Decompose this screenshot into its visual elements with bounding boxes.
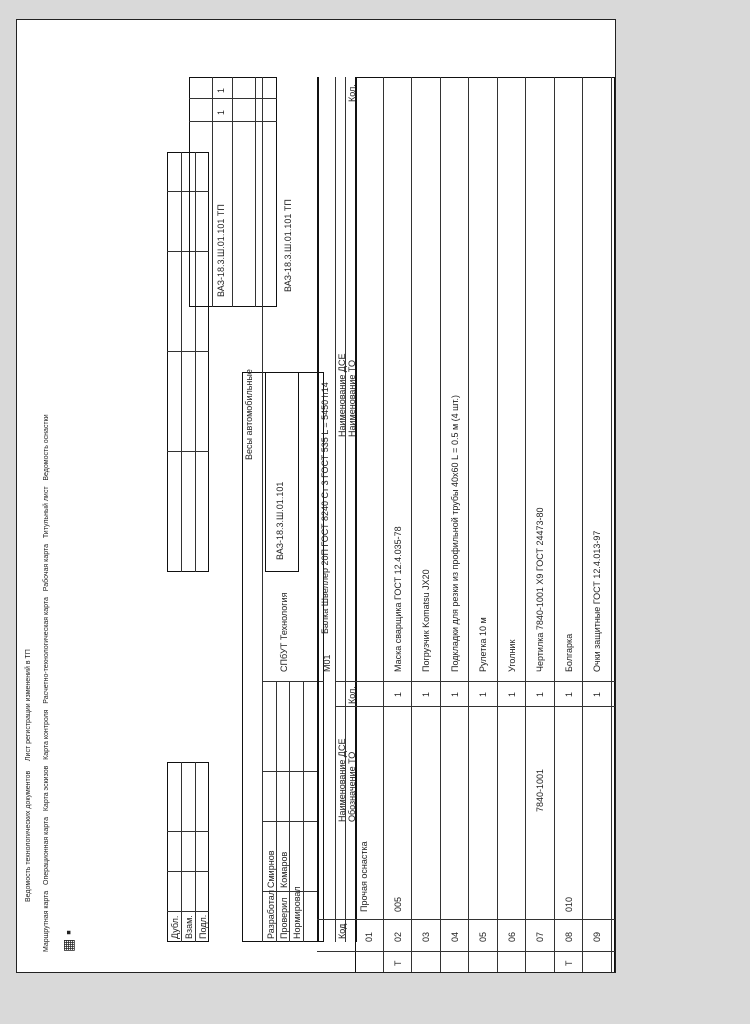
- role-developer: Разработал: [266, 890, 276, 939]
- row-index: 08: [563, 931, 574, 942]
- grid-line: [167, 871, 209, 872]
- row-index: 03: [421, 931, 431, 942]
- product-title: Весы автомобильные: [244, 369, 254, 460]
- podl-label: Подл.: [198, 914, 208, 939]
- row-name: Рулетка 10 м: [478, 617, 488, 672]
- name-dse-header: Наименование ДСЕ: [337, 738, 347, 822]
- row-name: Очки защитные ГОСТ 12.4.013-97: [592, 530, 602, 672]
- table-row: [441, 77, 470, 972]
- scan-glyph-icon: ▦ ▪: [60, 929, 76, 952]
- row-index: 09: [592, 931, 602, 942]
- row-code: 7840-1001: [535, 768, 545, 812]
- table-row: [384, 77, 413, 972]
- doc-code-block: [189, 77, 277, 307]
- row-name: Уголник: [506, 639, 517, 672]
- grid-line: [262, 821, 317, 822]
- dubl-label: Дубл.: [170, 915, 180, 939]
- doc-list-item: Ведомость технологических документов: [25, 770, 32, 902]
- row-name: Маска сварщика ГОСТ 12.4.035-78: [392, 526, 403, 672]
- name-dse-header-2: Наименование ДСЕ: [337, 353, 347, 437]
- grid-line: [289, 682, 290, 942]
- oboz-to-header: Обозначение ТО: [347, 751, 357, 822]
- grid-line: [195, 762, 196, 942]
- grid-line: [189, 98, 277, 99]
- grid-line: [167, 911, 209, 912]
- name-checker: Комаров: [279, 851, 289, 888]
- grid-line: [212, 77, 213, 307]
- row-name: Болгарка: [563, 633, 574, 672]
- row-name: Погрузчик Komatsu JX20: [421, 569, 431, 672]
- grid-line: [335, 77, 336, 942]
- doc-list-item: Лист регистрации изменений в ТП: [25, 649, 32, 762]
- doc-list-item: Ведомость оснастки: [43, 414, 50, 481]
- row-op: 010: [563, 896, 574, 912]
- sheet-b: 1: [216, 87, 226, 93]
- table-row: [469, 77, 498, 972]
- product-code: ВАЗ-18.3.Ш.01.101: [275, 481, 285, 560]
- material-label: М01: [322, 654, 332, 672]
- row-index: 04: [449, 931, 460, 942]
- name-developer: Смирнов: [266, 850, 276, 888]
- row-index: 05: [478, 931, 488, 942]
- doc-list-item: Маршрутная карта: [43, 890, 50, 952]
- doc-list-row1: [25, 649, 32, 902]
- grid-line: [303, 682, 304, 942]
- row-index: 07: [535, 931, 545, 942]
- grid-line: [181, 152, 182, 572]
- rotated-document: [17, 20, 615, 972]
- doc-list-item: Расчетно-технологическая карта: [43, 597, 50, 704]
- doc-code: ВАЗ-18.3.Ш.01.101 ТП: [216, 204, 226, 297]
- org-name: СПбУТ Технология: [279, 592, 289, 672]
- row-qty: 1: [592, 691, 602, 697]
- row-qty: 1: [563, 691, 574, 697]
- doc-list-item: Рабочая карта: [43, 544, 50, 592]
- naim-to-header: Наименование ТО: [347, 360, 357, 437]
- role-normer: Нормировал: [292, 886, 302, 939]
- doc-list-item: Титульный лист: [43, 486, 50, 539]
- row-op: 005: [392, 896, 403, 912]
- grid-line: [276, 682, 277, 942]
- table-row: [355, 77, 384, 972]
- row-name: Подкладки для резки из профильной трубы 40х60 L = 0.5 м (4 шт.): [449, 395, 460, 672]
- scanned-page: [16, 19, 616, 973]
- doc-list-item: Карта контроля: [43, 709, 50, 760]
- grid-line: [167, 451, 209, 452]
- row-index: 01: [364, 931, 374, 942]
- grid-line: [232, 77, 233, 307]
- row-qty: 1: [392, 691, 403, 697]
- vzam-label: Взам.: [184, 915, 194, 939]
- sheet-a: 1: [216, 109, 226, 115]
- row-prefix: Т: [392, 960, 403, 966]
- kol-header-right: Кол.: [347, 84, 357, 102]
- row-qty: 1: [506, 691, 517, 697]
- table-row: [526, 77, 555, 972]
- row-prefix: Т: [563, 960, 574, 966]
- code-header: Код: [337, 923, 347, 939]
- row-index: 06: [506, 931, 517, 942]
- row-qty: 1: [478, 691, 488, 697]
- grid-line: [262, 681, 324, 682]
- grid-line: [262, 771, 317, 772]
- material-text: Балка Швеллер 20П ГОСТ 8240 Ст 3 ГОСТ 535 L = 5450 h14: [320, 382, 330, 634]
- row-qty: 1: [421, 691, 431, 697]
- grid-line: [189, 121, 277, 122]
- row-index: 02: [392, 931, 403, 942]
- grid-line: [255, 77, 256, 307]
- table-row: [412, 77, 441, 972]
- doc-code-small: ВАЗ-18.3.Ш.01.101 ТП: [283, 199, 293, 292]
- row-name: Прочая оснастка: [359, 841, 369, 912]
- kol-header: Кол.: [347, 686, 357, 704]
- grid-line: [262, 77, 263, 942]
- doc-list-item: Операционная карта: [43, 816, 50, 885]
- grid-line: [167, 351, 209, 352]
- grid-line: [317, 77, 319, 942]
- table-row: [583, 77, 612, 972]
- doc-list-row2: [43, 414, 50, 952]
- table-row: [498, 77, 527, 972]
- row-name: Чертилка 7840-1001 Х9 ГОСТ 24473-80: [535, 507, 545, 672]
- doc-list-item: Карта эскизов: [43, 765, 50, 812]
- role-checker: Проверил: [279, 897, 289, 939]
- grid-line: [167, 831, 209, 832]
- grid-line: [181, 762, 182, 942]
- row-qty: 1: [449, 691, 460, 697]
- table-row: [555, 77, 584, 972]
- row-qty: 1: [535, 691, 545, 697]
